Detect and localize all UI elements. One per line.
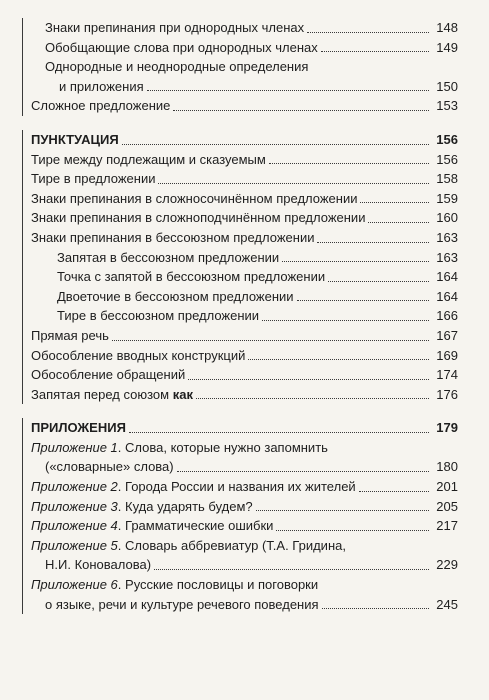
dot-leader <box>321 51 429 52</box>
toc-entry-title <box>31 385 193 405</box>
toc-entry[interactable] <box>31 38 458 58</box>
page-number: 176 <box>436 386 458 402</box>
page-number: 205 <box>436 498 458 514</box>
toc-entry-title <box>31 438 328 458</box>
toc-entry-text: Обособление обращений <box>31 367 186 383</box>
toc-entry[interactable] <box>31 536 458 575</box>
toc-entry-text: . Города России и названия их жителей <box>117 479 356 495</box>
toc-entry-title <box>31 536 346 556</box>
toc-entry-title <box>31 516 273 536</box>
toc-entry-text: Обобщающие слова при однородных членах <box>45 39 318 55</box>
toc-entry-line <box>31 228 458 248</box>
toc-entry-text: . Словарь аббревиатур (Т.А. Гридина, <box>117 537 346 553</box>
toc-entry-line <box>31 326 458 346</box>
toc-entry-text: ПУНКТУАЦИЯ <box>31 131 119 147</box>
toc-entry[interactable] <box>31 248 458 268</box>
page-number: 156 <box>436 151 458 167</box>
toc-entry-title <box>31 575 318 595</box>
toc-entry-continuation <box>31 457 458 477</box>
toc-entry-text: Тире между подлежащим и сказуемым <box>31 151 266 167</box>
toc-entry-title <box>45 457 174 477</box>
toc-entry-title <box>31 96 170 116</box>
appendix-label: Приложение 4 <box>31 518 118 534</box>
toc-entry-title <box>31 365 185 385</box>
appendix-label: Приложение 2 <box>31 479 118 495</box>
toc-entry-title <box>31 169 155 189</box>
toc-entry-text: ПРИЛОЖЕНИЯ <box>31 420 126 436</box>
toc-entry-continuation <box>31 555 458 575</box>
toc-entry-title <box>57 287 294 307</box>
toc-entry-text: Знаки препинания при однородных членах <box>45 20 305 35</box>
toc-entry-text: о языке, речи и культуре речевого поведения <box>45 596 319 612</box>
toc-entry[interactable] <box>31 96 458 116</box>
toc-entry-line <box>31 18 458 38</box>
dot-leader <box>282 261 429 262</box>
toc-entry[interactable] <box>31 438 458 477</box>
toc-entry[interactable] <box>31 189 458 209</box>
dot-leader <box>147 90 429 91</box>
toc-entry-text: Н.И. Коновалова) <box>45 557 152 573</box>
toc-entry-text: Обособление вводных конструкций <box>31 347 246 363</box>
page-number: 158 <box>436 171 458 187</box>
page-number: 148 <box>436 20 458 35</box>
dot-leader <box>328 281 429 282</box>
toc-entry-text: Запятая перед союзом <box>31 386 170 402</box>
page-number: 163 <box>436 229 458 245</box>
toc-entry[interactable] <box>31 497 458 517</box>
toc-entry-line <box>31 189 458 209</box>
toc-entry-line <box>31 536 458 556</box>
toc-entry-line <box>31 130 458 150</box>
toc-entry-continuation <box>31 77 458 97</box>
dot-leader <box>297 300 429 301</box>
table-of-contents <box>22 18 458 614</box>
toc-entry-line <box>31 306 458 326</box>
dot-leader <box>154 569 429 570</box>
toc-entry-text: («словарные» слова) <box>45 459 174 475</box>
toc-entry[interactable] <box>31 385 458 405</box>
dot-leader <box>322 608 429 609</box>
toc-entry-title <box>31 130 119 150</box>
dot-leader <box>276 530 429 531</box>
page-number: 153 <box>436 98 458 114</box>
page-number: 201 <box>436 479 458 495</box>
toc-entry-line <box>31 418 458 438</box>
toc-entry[interactable] <box>31 287 458 307</box>
toc-entry-text: Тире в предложении <box>31 171 156 187</box>
toc-entry-title <box>45 595 319 615</box>
toc-entry-title <box>31 326 109 346</box>
toc-entry[interactable] <box>31 150 458 170</box>
toc-entry-line <box>31 248 458 268</box>
page-number: 180 <box>436 459 458 475</box>
toc-entry-text: . Грамматические ошибки <box>117 518 274 534</box>
toc-entry-line <box>31 346 458 366</box>
toc-entry-title <box>57 267 325 287</box>
toc-entry[interactable] <box>31 306 458 326</box>
page-number: 160 <box>436 210 458 226</box>
page-number: 150 <box>436 78 458 94</box>
toc-entry-title <box>31 189 357 209</box>
toc-entry[interactable] <box>31 365 458 385</box>
toc-entry-line <box>31 150 458 170</box>
toc-entry-text: Однородные и неоднородные определения <box>45 59 309 75</box>
toc-entry-line <box>31 38 458 58</box>
toc-entry-title <box>57 248 279 268</box>
toc-entry-text: Знаки препинания в бессоюзном предложении <box>31 229 315 245</box>
toc-entry[interactable] <box>31 516 458 536</box>
toc-entry[interactable] <box>31 18 458 38</box>
toc-entry[interactable] <box>31 228 458 248</box>
toc-section <box>22 130 458 404</box>
dot-leader <box>173 110 429 111</box>
appendix-label: Приложение 6 <box>31 577 118 593</box>
dot-leader <box>262 320 429 321</box>
toc-entry-title <box>31 418 126 438</box>
dot-leader <box>360 202 429 203</box>
dot-leader <box>188 379 429 380</box>
dot-leader <box>158 183 429 184</box>
dot-leader <box>122 144 429 145</box>
toc-entry-line <box>31 575 458 595</box>
toc-entry-title <box>31 477 356 497</box>
dot-leader <box>248 359 429 360</box>
dot-leader <box>317 242 429 243</box>
toc-section <box>22 18 458 116</box>
page-number: 217 <box>436 518 458 534</box>
toc-entry-line <box>31 497 458 517</box>
toc-entry-title <box>59 77 144 97</box>
toc-entry-title <box>45 18 304 38</box>
dot-leader <box>269 163 429 164</box>
toc-entry-line <box>31 365 458 385</box>
toc-entry[interactable] <box>31 477 458 497</box>
toc-entry-text: Запятая в бессоюзном предложении <box>57 249 280 265</box>
toc-entry-title <box>45 555 151 575</box>
toc-entry-text: Точка с запятой в бессоюзном предложении <box>57 269 326 285</box>
appendix-label: Приложение 3 <box>31 498 118 514</box>
toc-entry-text: . Русские пословицы и поговорки <box>117 577 319 593</box>
toc-entry-title <box>57 306 259 326</box>
toc-entry[interactable] <box>31 208 458 228</box>
toc-entry-line <box>31 438 458 458</box>
toc-entry-title <box>31 208 365 228</box>
page-number: 164 <box>436 269 458 285</box>
toc-entry-line <box>31 516 458 536</box>
toc-heading[interactable] <box>31 130 458 150</box>
toc-entry[interactable] <box>31 346 458 366</box>
toc-entry-line <box>31 287 458 307</box>
toc-entry-text: и приложения <box>59 78 144 94</box>
page-number: 179 <box>436 420 458 436</box>
toc-entry-line <box>31 57 458 77</box>
toc-entry-title <box>31 497 253 517</box>
page-number: 159 <box>436 190 458 206</box>
toc-entry-title <box>45 38 318 58</box>
toc-entry-text: . Слова, которые нужно запомнить <box>117 439 328 455</box>
page-number: 174 <box>436 367 458 383</box>
page-number: 229 <box>436 557 458 573</box>
toc-entry-line <box>31 385 458 405</box>
toc-entry[interactable] <box>31 267 458 287</box>
toc-entry-text: Сложное предложение <box>31 98 171 114</box>
page-number: 245 <box>436 596 458 612</box>
page-number: 167 <box>436 327 458 343</box>
page-number: 169 <box>436 347 458 363</box>
bold-keyword: как <box>172 386 193 402</box>
page-number: 163 <box>436 249 458 265</box>
toc-entry-title <box>31 228 314 248</box>
toc-entry[interactable] <box>31 575 458 614</box>
dot-leader <box>368 222 429 223</box>
appendix-label: Приложение 5 <box>31 537 118 553</box>
toc-entry-text: Знаки препинания в сложносочинённом предложении <box>31 190 358 206</box>
dot-leader <box>359 491 429 492</box>
toc-section <box>22 418 458 614</box>
toc-heading[interactable] <box>31 418 458 438</box>
toc-entry[interactable] <box>31 326 458 346</box>
page-number: 149 <box>436 39 458 55</box>
toc-entry-line <box>31 96 458 116</box>
toc-entry-title <box>31 150 266 170</box>
toc-entry-text: Знаки препинания в сложноподчинённом предложении <box>31 210 366 226</box>
toc-entry-continuation <box>31 595 458 615</box>
toc-entry-text: . Куда ударять будем? <box>117 498 253 514</box>
toc-entry-text: Тире в бессоюзном предложении <box>57 308 260 324</box>
page-number: 156 <box>436 131 458 147</box>
toc-entry-line <box>31 169 458 189</box>
dot-leader <box>177 471 429 472</box>
toc-entry-title <box>45 57 308 77</box>
page-number: 166 <box>436 308 458 324</box>
toc-entry-title <box>31 346 245 366</box>
dot-leader <box>196 398 429 399</box>
toc-entry-text: Двоеточие в бессоюзном предложении <box>57 288 294 304</box>
toc-entry-text: Прямая речь <box>31 327 109 343</box>
page-number: 164 <box>436 288 458 304</box>
dot-leader <box>129 432 429 433</box>
toc-entry-line <box>31 267 458 287</box>
dot-leader <box>307 32 429 33</box>
dot-leader <box>256 510 429 511</box>
dot-leader <box>112 340 429 341</box>
toc-entry-line <box>31 477 458 497</box>
toc-entry[interactable] <box>31 57 458 96</box>
toc-entry[interactable] <box>31 169 458 189</box>
appendix-label: Приложение 1 <box>31 439 118 455</box>
toc-entry-line <box>31 208 458 228</box>
